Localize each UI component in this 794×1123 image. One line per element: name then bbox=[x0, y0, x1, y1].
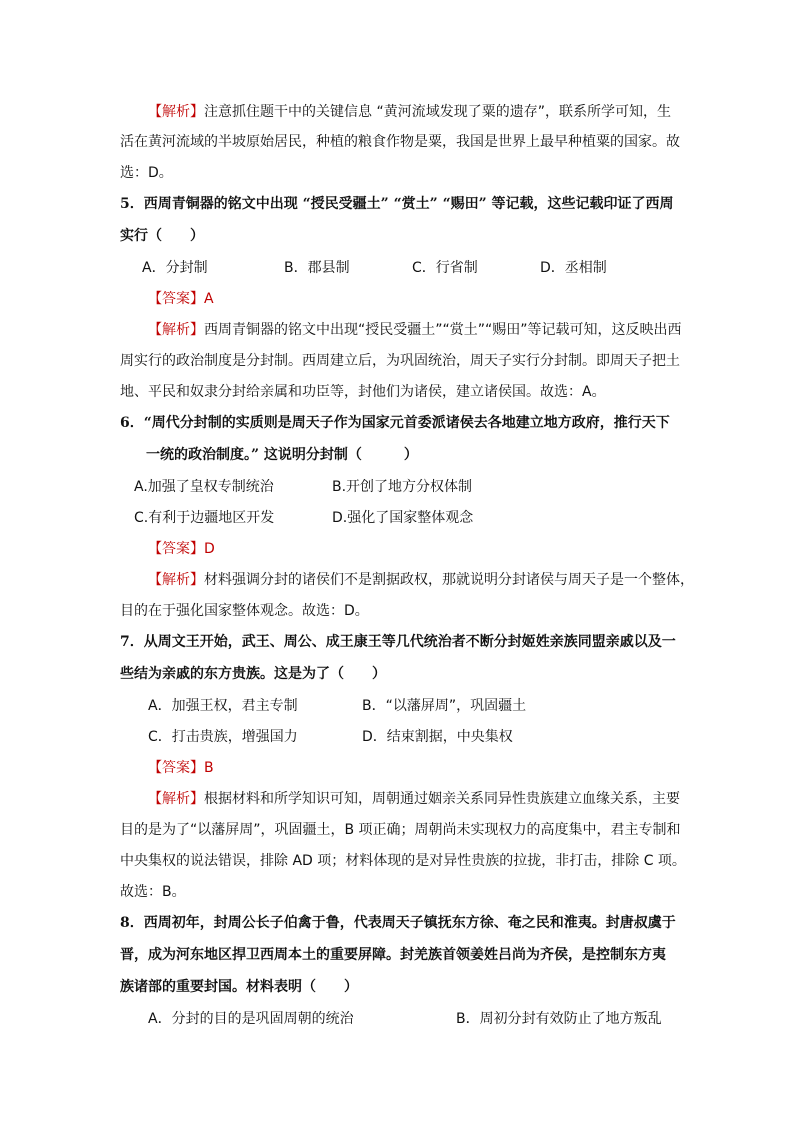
q7-answer: 【答案】B bbox=[148, 760, 214, 776]
analysis-label: 【解析】 bbox=[148, 572, 204, 588]
q8-option-b: B．周初分封有效防止了地方叛乱 bbox=[456, 1011, 662, 1027]
q7-stem-line-2: 些结为亲戚的东方贵族。这是为了（ ） bbox=[120, 666, 386, 682]
q7-analysis-line-3: 中央集权的说法错误，排除 AD 项；材料体现的是对异性贵族的拉拢，非打击，排除 C 项。 bbox=[120, 853, 686, 869]
q7-option-d: D．结束割据，中央集权 bbox=[362, 729, 513, 745]
q4-analysis-line-3: 选：D。 bbox=[120, 165, 173, 181]
q4-analysis-line-1: 【解析】注意抓住题干中的关键信息 “黄河流域发现了粟的遗存”，联系所学可知，生 bbox=[148, 104, 671, 120]
analysis-label: 【解析】 bbox=[148, 791, 204, 807]
q5-analysis-line-2: 周实行的政治制度是分封制。西周建立后，为巩固统治，周天子实行分封制。即周天子把土 bbox=[120, 353, 680, 369]
q8-stem-line-1: 8．西周初年，封周公长子伯禽于鲁，代表周天子镇抚东方徐、奄之民和淮夷。封唐叔虞于 bbox=[120, 915, 676, 931]
q7-analysis-line-4: 故选：B。 bbox=[120, 884, 186, 900]
q5-stem-line-1: 5．西周青铜器的铭文中出现 “授民受疆土” “赏土” “赐田” 等记载，这些记载印证了西周 bbox=[120, 196, 674, 212]
q6-option-d: D.强化了国家整体观念 bbox=[332, 510, 474, 526]
q8-stem-line-3: 族诸部的重要封国。材料表明（ ） bbox=[120, 979, 358, 995]
q5-option-c: C．行省制 bbox=[412, 260, 478, 276]
q5-option-d: D．丞相制 bbox=[540, 260, 607, 276]
q5-answer: 【答案】A bbox=[148, 291, 214, 307]
q6-option-a: A.加强了皇权专制统治 bbox=[134, 479, 274, 495]
q6-option-b: B.开创了地方分权体制 bbox=[332, 479, 473, 495]
q8-option-a: A．分封的目的是巩固周朝的统治 bbox=[148, 1011, 354, 1027]
q6-stem-line-1: 6．“周代分封制的实质则是周天子作为国家元首委派诸侯去各地建立地方政府，推行天下 bbox=[120, 415, 670, 431]
q5-option-a: A．分封制 bbox=[142, 260, 208, 276]
q7-option-a: A．加强王权，君主专制 bbox=[148, 698, 298, 714]
analysis-label: 【解析】 bbox=[148, 322, 204, 338]
q6-analysis-line-1: 【解析】材料强调分封的诸侯们不是割据政权，那就说明分封诸侯与周天子是一个整体， bbox=[148, 572, 694, 588]
q7-option-c: C．打击贵族，增强国力 bbox=[148, 729, 298, 745]
analysis-label: 【解析】 bbox=[148, 104, 204, 120]
q7-analysis-line-1: 【解析】根据材料和所学知识可知，周朝通过姻亲关系同异性贵族建立血缘关系，主要 bbox=[148, 791, 680, 807]
q7-option-b: B．“以藩屏周”，巩固疆土 bbox=[362, 698, 527, 714]
q5-analysis-line-1: 【解析】西周青铜器的铭文中出现“授民受疆土”“赏土”“赐田”等记载可知，这反映出西 bbox=[148, 322, 682, 338]
q6-analysis-line-2: 目的在于强化国家整体观念。故选：D。 bbox=[120, 603, 369, 619]
q5-analysis-line-3: 地、平民和奴隶分封给亲属和功臣等，封他们为诸侯，建立诸侯国。故选：A。 bbox=[120, 384, 606, 400]
q4-analysis-line-2: 活在黄河流域的半坡原始居民，种植的粮食作物是粟，我国是世界上最早种植粟的国家。故 bbox=[120, 134, 680, 150]
q5-option-b: B．郡县制 bbox=[284, 260, 350, 276]
q7-stem-line-1: 7．从周文王开始，武王、周公、成王康王等几代统治者不断分封姬姓亲族同盟亲戚以及一 bbox=[120, 634, 676, 650]
q7-analysis-line-2: 目的是为了“以藩屏周”，巩固疆土，B 项正确；周朝尚未实现权力的高度集中，君主专制和 bbox=[120, 822, 681, 838]
q6-option-c: C.有利于边疆地区开发 bbox=[134, 510, 275, 526]
q8-stem-line-2: 晋，成为河东地区捍卫西周本土的重要屏障。封羌族首领姜姓吕尚为齐侯，是控制东方夷 bbox=[120, 947, 666, 963]
q6-answer: 【答案】D bbox=[148, 541, 215, 557]
q5-stem-line-2: 实行（ ） bbox=[120, 228, 204, 244]
q6-stem-line-2: 一统的政治制度。” 这说明分封制（ ） bbox=[146, 447, 418, 463]
